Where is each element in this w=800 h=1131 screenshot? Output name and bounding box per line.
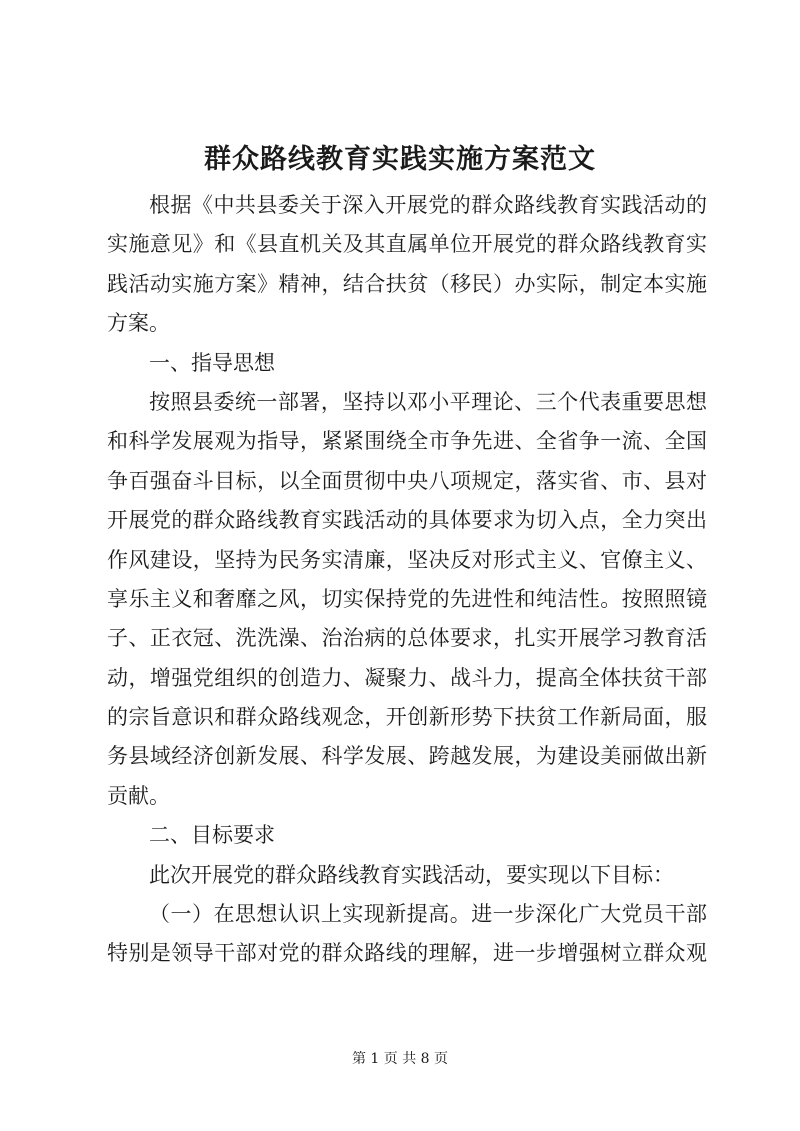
body-line: 特别是领导干部对党的群众路线的理解，进一步增强树立群众观 (107, 941, 707, 966)
body-line: 子、正衣冠、洗洗澡、治治病的总体要求，扎实开展学习教育活 (107, 626, 707, 651)
body-line: 务县域经济创新发展、科学发展、跨越发展，为建设美丽做出新 (107, 744, 707, 769)
body-line: 此次开展党的群众路线教育实践活动，要实现以下目标： (149, 862, 674, 887)
document-title: 群众路线教育实践实施方案范文 (204, 144, 596, 175)
page-footer: 第 1 页 共 8 页 (351, 1051, 449, 1067)
body-line: 和科学发展观为指导，紧紧围绕全市争先进、全省争一流、全国 (107, 429, 707, 454)
body-line: 实施意见》和《县直机关及其直属单位开展党的群众路线教育实 (107, 232, 707, 257)
section-heading: 二、目标要求 (149, 823, 275, 848)
body-line: 作风建设，坚持为民务实清廉，坚决反对形式主义、官僚主义、 (107, 547, 707, 572)
body-line: 争百强奋斗目标，以全面贯彻中央八项规定，落实省、市、县对 (107, 468, 707, 493)
section-heading: 一、指导思想 (149, 350, 275, 375)
body-line: 贡献。 (107, 783, 170, 808)
document-body (107, 186, 707, 974)
body-line: 方案。 (107, 311, 170, 336)
body-line: （一）在思想认识上实现新提高。进一步深化广大党员干部 (149, 902, 707, 927)
body-line: 根据《中共县委关于深入开展党的群众路线教育实践活动的 (149, 193, 707, 217)
body-line: 的宗旨意识和群众路线观念，开创新形势下扶贫工作新局面，服 (107, 705, 707, 730)
body-line: 享乐主义和奢靡之风，切实保持党的先进性和纯洁性。按照照镜 (107, 586, 707, 611)
body-line: 动，增强党组织的创造力、凝聚力、战斗力，提高全体扶贫干部 (107, 665, 707, 690)
body-line: 践活动实施方案》精神，结合扶贫（移民）办实际，制定本实施 (107, 271, 707, 296)
body-line: 按照县委统一部署，坚持以邓小平理论、三个代表重要思想 (149, 389, 707, 414)
body-line: 开展党的群众路线教育实践活动的具体要求为切入点，全力突出 (107, 508, 707, 533)
